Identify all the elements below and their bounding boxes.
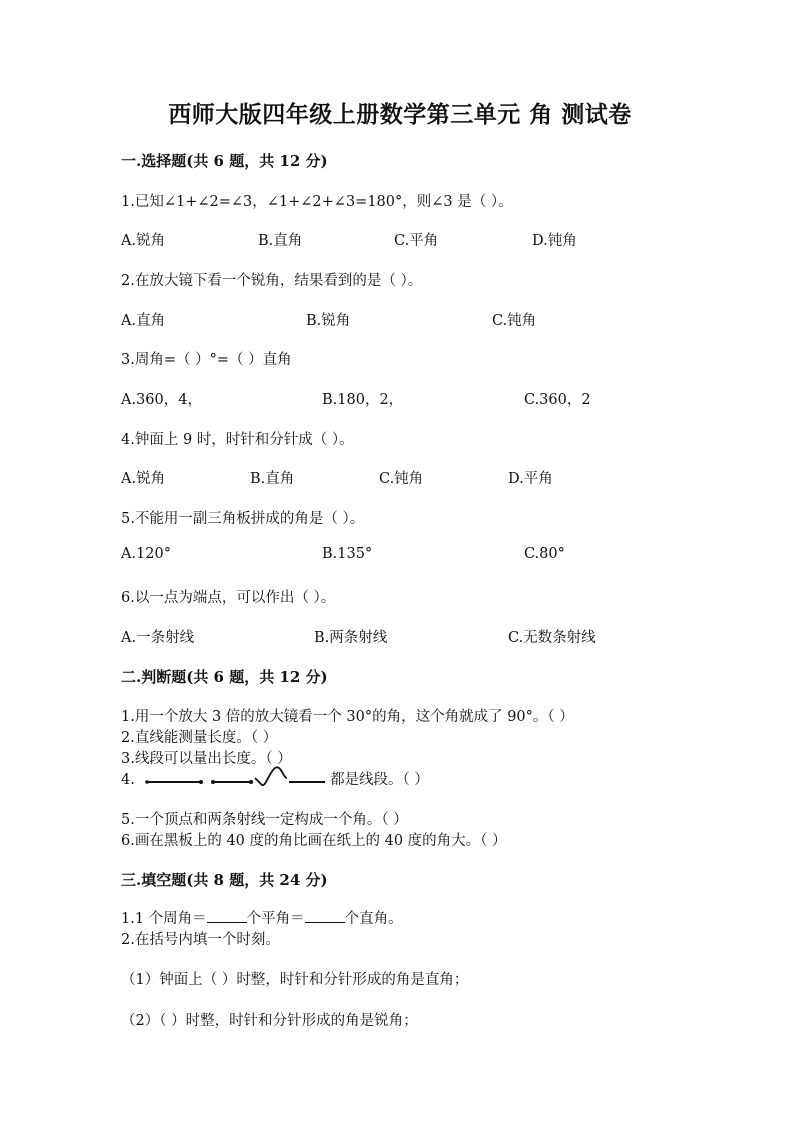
option: C.钝角 bbox=[379, 471, 424, 487]
section-heading-choice: 一.选择题(共 6 题，共 12 分) bbox=[121, 152, 328, 170]
judgement-item-4 bbox=[121, 768, 429, 790]
segment-endpoint bbox=[146, 780, 150, 784]
option: B.135° bbox=[322, 546, 373, 562]
option: B.180，2， bbox=[322, 392, 404, 408]
option: C.无数条射线 bbox=[508, 630, 596, 646]
fill-text: 个直角。 bbox=[344, 911, 403, 927]
option: B.锐角 bbox=[306, 313, 351, 329]
page-title: 西师大版四年级上册数学第三单元 角 测试卷 bbox=[168, 101, 632, 128]
option: C.80° bbox=[524, 546, 565, 562]
fill-subitem-2: （2）（ ）时整，时针和分针形成的角是锐角； bbox=[121, 1013, 418, 1029]
segment-endpoint bbox=[199, 780, 203, 784]
fill-text: 1.1 个周角＝ bbox=[121, 911, 207, 927]
question-5: 5.不能用一副三角板拼成的角是（ ）。 bbox=[121, 511, 365, 527]
judgement-item-6: 6.画在黑板上的 40 度的角比画在纸上的 40 度的角大。（ ） bbox=[121, 833, 507, 849]
option: A.360，4， bbox=[121, 392, 202, 408]
option: A.锐角 bbox=[121, 471, 166, 487]
segment-endpoint bbox=[249, 780, 253, 784]
option: A.120° bbox=[121, 546, 172, 562]
option: B.两条射线 bbox=[314, 630, 388, 646]
fill-subitem-1: （1）钟面上（ ）时整，时针和分针形成的角是直角； bbox=[121, 972, 469, 988]
segment-endpoint bbox=[211, 780, 215, 784]
answer-blank[interactable] bbox=[305, 910, 345, 923]
option: A.一条射线 bbox=[121, 630, 195, 646]
judgement-item-2: 2.直线能测量长度。（ ） bbox=[121, 730, 278, 746]
section-heading-fill: 三.填空题(共 8 题，共 24 分) bbox=[121, 871, 328, 889]
question-4: 4.钟面上 9 时，时针和分针成（ ）。 bbox=[121, 432, 354, 448]
fill-text: 个平角＝ bbox=[246, 911, 305, 927]
option: A.锐角 bbox=[121, 233, 166, 249]
option: C.360，2 bbox=[524, 392, 591, 408]
question-2: 2.在放大镜下看一个锐角，结果看到的是（ ）。 bbox=[121, 273, 423, 289]
option: B.直角 bbox=[250, 471, 295, 487]
option: B.直角 bbox=[258, 233, 303, 249]
judgement-item-3: 3.线段可以量出长度。（ ） bbox=[121, 751, 292, 767]
answer-blank[interactable] bbox=[207, 910, 247, 923]
curve-figure bbox=[255, 767, 287, 785]
section-heading-judgement: 二.判断题(共 6 题，共 12 分) bbox=[121, 668, 328, 686]
judgement-item-1: 1.用一个放大 3 倍的放大镜看一个 30°的角，这个角就成了 90°。（ ） bbox=[121, 709, 574, 725]
judgement-text: 都是线段。（ ） bbox=[330, 772, 429, 788]
option: D.钝角 bbox=[532, 233, 577, 249]
line-segment-figures bbox=[139, 762, 325, 790]
item-number: 4. bbox=[121, 772, 135, 788]
option: C.平角 bbox=[394, 233, 439, 249]
option: C.钝角 bbox=[492, 313, 537, 329]
fill-item-2: 2.在括号内填一个时刻。 bbox=[121, 932, 280, 948]
option: A.直角 bbox=[121, 313, 166, 329]
option: D.平角 bbox=[508, 471, 553, 487]
question-6: 6.以一点为端点，可以作出（ ）。 bbox=[121, 590, 336, 606]
judgement-item-5: 5.一个顶点和两条射线一定构成一个角。（ ） bbox=[121, 812, 408, 828]
question-3: 3.周角=（ ）°=（ ）直角 bbox=[121, 352, 292, 368]
fill-item-1 bbox=[121, 907, 403, 928]
question-1: 1.已知∠1+∠2=∠3，∠1+∠2+∠3=180°，则∠3 是（ ）。 bbox=[121, 194, 513, 210]
